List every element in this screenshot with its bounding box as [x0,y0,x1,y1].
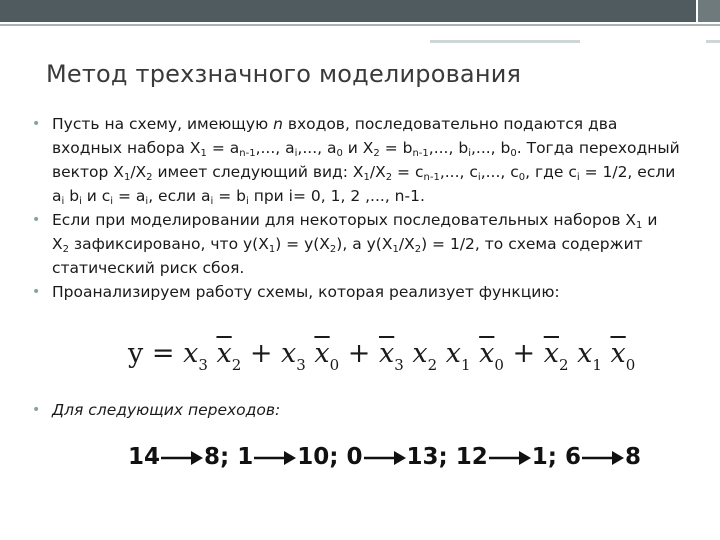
accent-line-right [706,40,720,43]
arrow-right-icon [489,449,531,467]
bullet-4-text: Для следующих переходов: [52,401,281,419]
accent-line [430,40,580,43]
bullet-2-line-2: $X_2$ зафиксировано, что $y(X_1) = y(X_2)$, а $y(X_1/X_2) = 1/2$, то схема содержит [52,235,643,255]
top-dark-band [0,0,696,22]
bullet-4 [32,398,280,422]
bullet-2-line-3: статический риск сбоя. [52,259,245,277]
top-divider-line [0,24,720,26]
formula-eq: = [151,338,175,369]
slide-title: Метод трехзначного моделирования [46,60,522,88]
top-dark-band-right [698,0,720,22]
bullet-1-line-1: Пусть на схему, имеющую n входов, последовательно подаются два [52,115,618,133]
bullet-3 [32,280,692,304]
bullet-dot-icon: • [32,284,41,300]
arrow-right-icon [582,449,624,467]
bullet-dot-icon: • [32,116,41,132]
arrow-right-icon [364,449,406,467]
formula-y: y [128,338,144,369]
bullet-1-line-3: вектор $X_1/X_2$ имеет следующий вид: $X_1/X_2 = c_{n-1}$,..., $c_i$,..., $c_0$, где $c_i = 1/2$, если [52,163,676,183]
bullet-2 [32,208,692,280]
transitions-line: 14 8; 1 10; 0 13; 12 1; 6 8 [128,444,641,470]
boolean-function-formula: $y = x_3$ $\overline{x}_2 + x_3$ $\overline{x}_0 + \overline{x}_3$ $x_2$ $x_1$ $\overline{x}_0 + \overline{x}_2$ $x_1$ $\overline{x}_0$ [128,338,636,374]
arrow-right-icon [161,449,203,467]
bullet-1 [32,112,692,208]
bullet-2-line-1: Если при моделировании для некоторых последовательных наборов $X_1$ и [52,211,658,231]
bullet-dot-icon: • [32,212,41,228]
bullet-3-line-1: Проанализируем работу схемы, которая реализует функцию: [52,283,560,301]
bullet-1-line-4: $a_i$ $b_i$ и $c_i = a_i$, если $a_i = b_i$ при i= 0, 1, 2 ,..., n-1. [52,187,425,207]
bullet-list [32,112,692,304]
bullet-dot-icon: • [32,402,41,418]
bullet-1-line-2: входных набора $X_1 = a_{n-1}$,..., $a_i$,..., $a_0$ и $X_2 = b_{n-1}$,..., $b_i$,..., $b_0$. Тогда переходный [52,139,680,159]
arrow-right-icon [254,449,296,467]
slide-top-decoration [0,0,720,34]
